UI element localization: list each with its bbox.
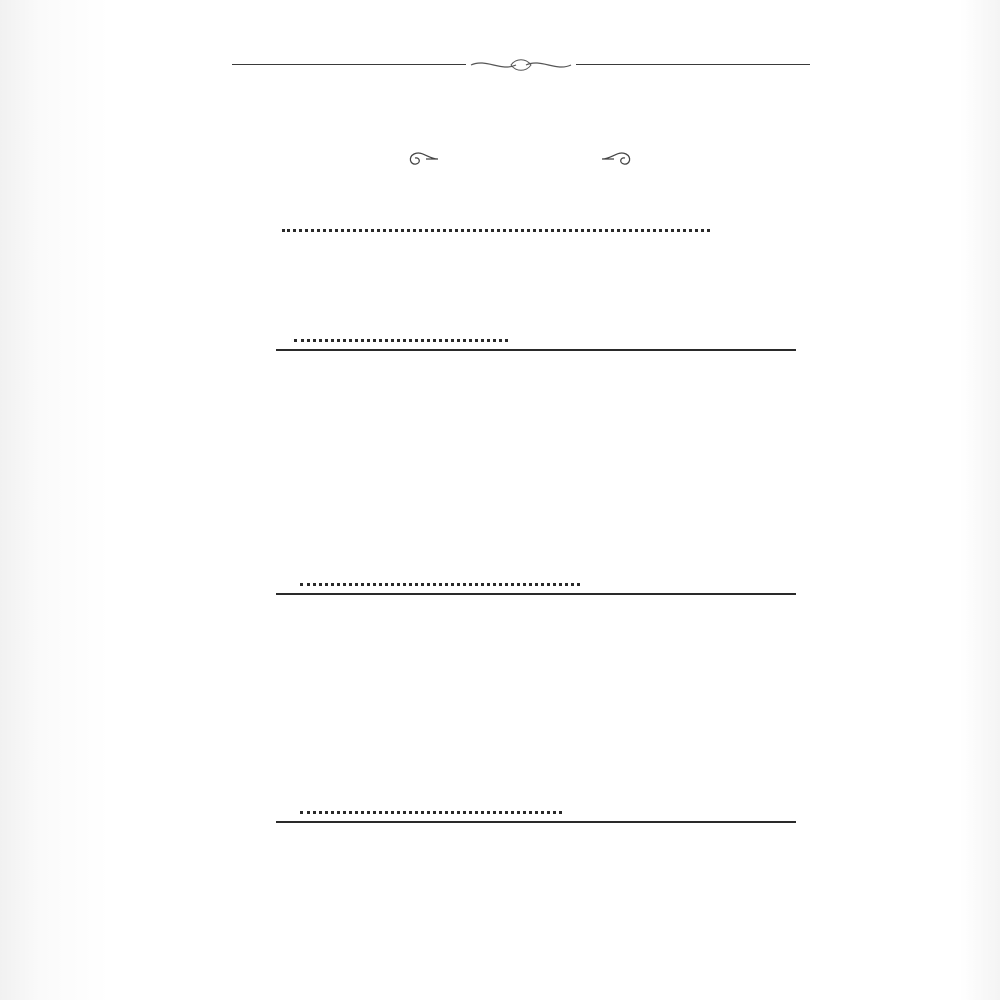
header-flourish-ornament [466,56,576,74]
dot-leader [282,229,710,232]
toc-entry-heading [236,318,796,352]
toc-entry-heading [236,562,796,596]
toc-subentry [236,790,796,824]
toc-entry [236,208,796,242]
toc-entry-heading [236,526,796,560]
right-flourish-ornament [600,146,640,172]
left-flourish-ornament [400,146,440,172]
contents-title-block [400,138,640,180]
running-header [232,26,810,78]
dot-leader [300,583,580,586]
toc-entry-heading [236,790,796,824]
toc-entry [236,526,796,560]
heading-rule [276,821,796,823]
dot-leader [294,339,508,342]
dot-leader [300,811,562,814]
heading-rule [276,349,796,351]
toc-entry [236,318,796,352]
heading-rule [276,593,796,595]
toc-entry-heading [236,208,796,242]
toc-subentry [236,562,796,596]
